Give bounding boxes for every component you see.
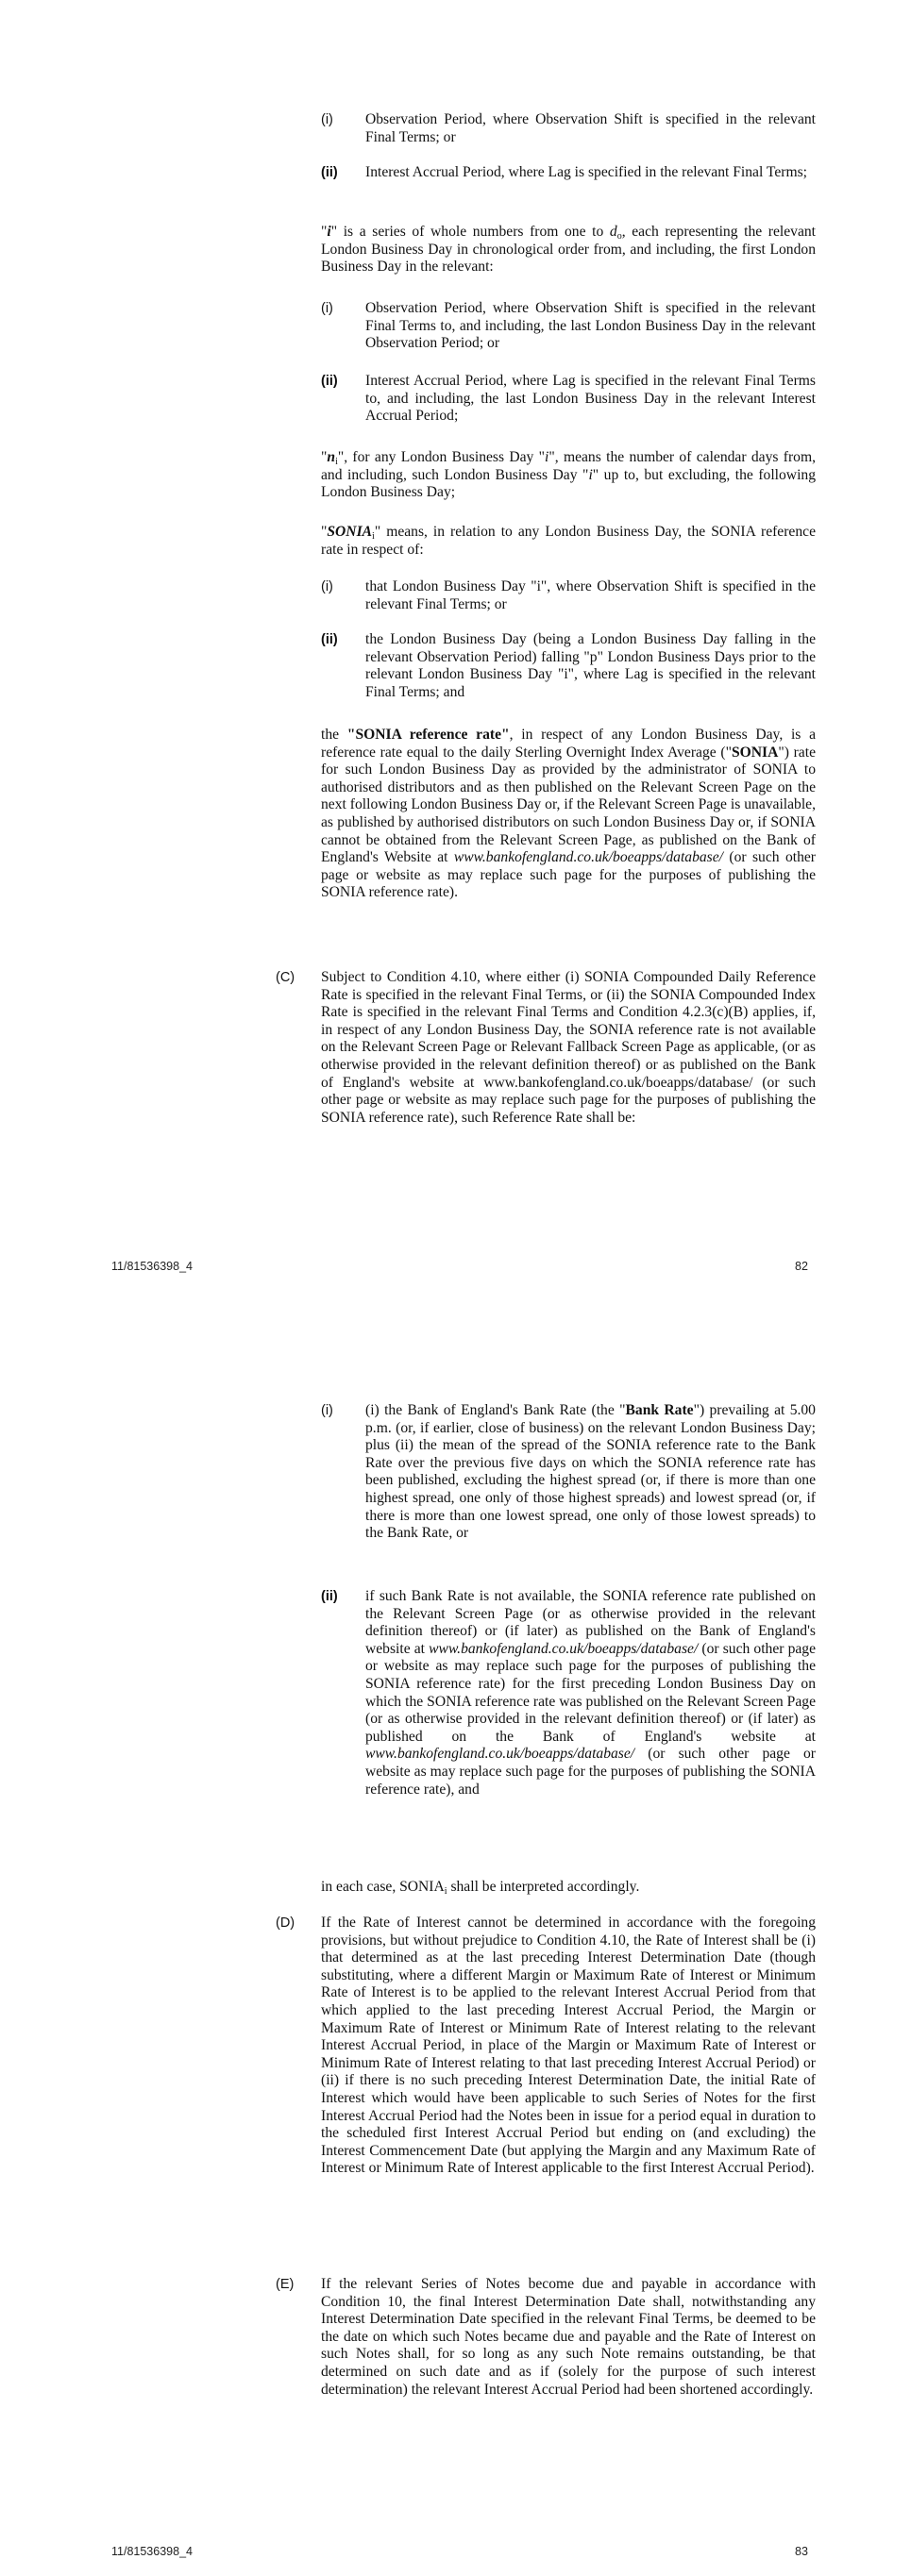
item-label: (i) <box>321 301 333 316</box>
item-label: (ii) <box>321 374 338 389</box>
paragraph-d: If the Rate of Interest cannot be determined in accordance with the foregoing provisions, but without prejudice to Condition 4.10, the Rate of Interest shall be (i) that determined as at the last preceding Interest Determination Date (though substituting, where a different Margin or Maximum Rate of Interest or Minimum Rate of Interest is to be applied to the relevant Interest Accrual Period from that which applied to the last preceding Interest Accrual Period, the Margin or Maximum Rate of Interest or Minimum Rate of Interest relating to the relevant Interest Accrual Period, in place of the Margin or Maximum Rate of Interest or Minimum Rate of Interest relating to that last preceding Interest Accrual Period) or (ii) if there is no such preceding Interest Determination Date, the initial Rate of Interest which would have been applicable to such Series of Notes for the first Interest Accrual Period had the Notes been in issue for a period equal in duration to the scheduled first Interest Accrual Period but ending on (and excluding) the Interest Commencement Date (but applying the Margin and any Maximum Rate of Interest or Minimum Rate of Interest applicable to the first Interest Accrual Period). <box>321 1915 816 2177</box>
paragraph-label-c: (C) <box>276 970 295 985</box>
item-label: (i) <box>321 1403 333 1418</box>
page-number: 82 <box>795 1260 808 1273</box>
paragraph-label-d: (D) <box>276 1915 295 1931</box>
footer-reference: 11/81536398_4 <box>111 1260 193 1273</box>
item-text: that London Business Day "i", where Observation Shift is specified in the relevant Final Terms; or <box>365 578 816 612</box>
page-83 <box>0 1288 911 2576</box>
item-label: (ii) <box>321 1589 338 1604</box>
item-text: Interest Accrual Period, where Lag is specified in the relevant Final Terms to, and including, the last London Business Day in the relevant Interest Accrual Period; <box>365 373 816 425</box>
definition-n: "$n_i$", for any London Business Day "i", means the number of calendar days from, and including, such London Business Day "i" up to, but excluding, the following London Business Day; <box>321 449 816 501</box>
item-label: (i) <box>321 112 333 127</box>
definition-i: "i" is a series of whole numbers from one to $d_o$, each representing the relevant London Business Day in chronological order from, and including, the first London Business Day in the relevant: <box>321 224 817 276</box>
item-text: Observation Period, where Observation Shift is specified in the relevant Final Terms; or <box>365 111 816 145</box>
item-text-fallback: if such Bank Rate is not available, the SONIA reference rate published on the Relevant Screen Page (or as otherwise provided in the relevant definition thereof) or (if later) as published on the Bank of England's website at www.bankofengland.co.uk/boeapps/database/ (or such other page or website as may replace such page for the purposes of publishing the SONIA reference rate) for the first preceding London Business Day on which the SONIA reference rate was published on the Relevant Screen Page (or as otherwise provided in the relevant definition thereof) or (if later) as published on the Bank of England's website at www.bankofengland.co.uk/boeapps/database/ (or such other page or website as may replace such page for the purposes of publishing the SONIA reference rate), and <box>365 1588 817 1798</box>
paragraph-label-e: (E) <box>276 2277 295 2292</box>
item-text: the London Business Day (being a London Business Day falling in the relevant Observation Period) falling "p" London Business Days prior to the relevant London Business Day "i", where Lag is specified in the relevant Final Terms; and <box>365 631 816 700</box>
item-label: (ii) <box>321 632 338 647</box>
footer-reference: 11/81536398_4 <box>111 2545 193 2558</box>
paragraph-c: Subject to Condition 4.10, where either (i) SONIA Compounded Daily Reference Rate is specified in the relevant Final Terms, or (ii) the SONIA Compounded Index Rate is specified in the relevant Final Terms and Condition 4.2.3(c)(B) applies, if, in respect of any London Business Day, the SONIA reference rate is not available on the Relevant Screen Page or Relevant Fallback Screen Page as applicable, (or as otherwise provided in the relevant definition thereof) or as published on the Bank of England's website at www.bankofengland.co.uk/boeapps/database/ (or such other page or website as may replace such page for the purposes of publishing the SONIA reference rate), such Reference Rate shall be: <box>321 969 816 1126</box>
definition-sonia: "$SONIA_i$" means, in relation to any London Business Day, the SONIA reference rate in respect of: <box>321 524 816 558</box>
item-label: (ii) <box>321 165 338 180</box>
paragraph-e: If the relevant Series of Notes become due and payable in accordance with Condition 10, the final Interest Determination Date shall, notwithstanding any Interest Determination Date specified in the relevant Final Terms, be deemed to be the date on which such Notes became due and payable and the Rate of Interest on such Notes shall, for so long as any such Note remains outstanding, be that determined on such date and as if (solely for the purpose of such interest determination) the relevant Interest Accrual Period had been shortened accordingly. <box>321 2276 816 2398</box>
item-text: Interest Accrual Period, where Lag is specified in the relevant Final Terms; <box>365 164 808 180</box>
item-label: (i) <box>321 579 333 594</box>
item-text: Observation Period, where Observation Shift is specified in the relevant Final Terms to, and including, the last London Business Day in the relevant Observation Period; or <box>365 300 816 352</box>
each-case-text: in each case, $SONIA_i$ shall be interpreted accordingly. <box>321 1879 640 1897</box>
definition-sonia-reference-rate: the "SONIA reference rate", in respect of any London Business Day, is a reference rate equal to the daily Sterling Overnight Index Average ("SONIA") rate for such London Business Day as provided by the administrator of SONIA to authorised distributors and as then published on the Relevant Screen Page on the next following London Business Day or, if the Relevant Screen Page is unavailable, as published by authorised distributors on such London Business Day or, if SONIA cannot be obtained from the Relevant Screen Page, as published on the Bank of England's Website at www.bankofengland.co.uk/boeapps/database/ (or such other page or website as may replace such page for the purposes of publishing the SONIA reference rate). <box>321 727 816 901</box>
item-text-bank-rate: (i) the Bank of England's Bank Rate (the "Bank Rate") prevailing at 5.00 p.m. (or, if earlier, close of business) on the relevant London Business Day; plus (ii) the mean of the spread of the SONIA reference rate to the Bank Rate over the previous five days on which the SONIA reference rate has been published, excluding the highest spread (or, if there is more than one highest spread, one only of those highest spreads) and lowest spread (or, if there is more than one lowest spread, one only of those lowest spreads) to the Bank Rate, or <box>365 1402 816 1542</box>
page-number: 83 <box>795 2545 808 2558</box>
